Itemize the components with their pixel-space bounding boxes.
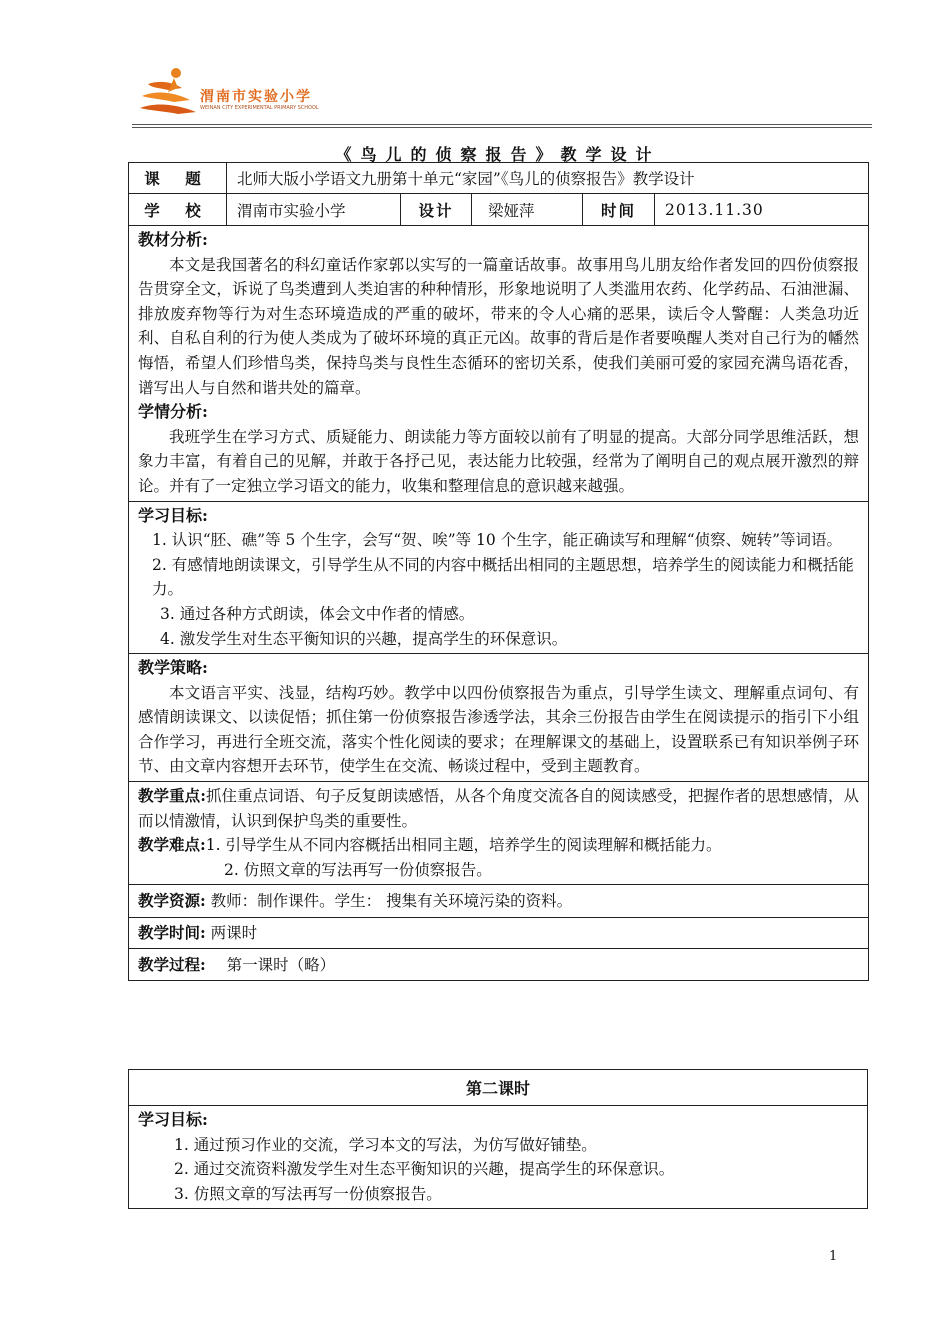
teaching-strategy-text: 本文语言平实、浅显，结构巧妙。教学中以四份侦察报告为重点，引导学生读文、理解重点词句、有感情朗读课文、以读促悟；抓住第一份侦察报告渗透学法，其余三份报告由学生在阅读提示的指引下小组合作学习，再进行全班交流，落实个性化阅读的要求；在理解课文的基础上，设置联系已有知识举例子环节、由文章内容想开去环节，使学生在交流、畅谈过程中，受到主题教育。 <box>138 683 860 776</box>
material-analysis-text: 本文是我国著名的科幻童话作家郭以实写的一篇童话故事。故事用鸟儿朋友给作者发回的四份侦察报告贯穿全文，诉说了鸟类遭到人类迫害的种种情形，形象地说明了人类滥用农药、化学药品、石油泄漏、排放废弃物等行为对生态环境造成的严重的破坏，带来的令人心痛的恶果，读后令人警醒：人类急功近利、自私自利的行为使人类成为了破坏环境的真正元凶。故事的背后是作者要唤醒人类对自己行为的幡然悔悟，希望人们珍惜鸟类，保持鸟类与良性生态循环的密切关系，使我们美丽可爱的家园充满鸟语花香，谱写出人与自然和谐共处的篇章。 <box>138 255 860 397</box>
lesson-plan-table <box>128 162 869 981</box>
resources-heading: 教学资源: <box>138 891 206 911</box>
learning-goal-item: 1. 认识“胚、礁”等 5 个生字，会写“贺、唉”等 10 个生字，能正确读写和理解“侦察、婉转”等词语。 <box>152 531 843 550</box>
learning-goal-item: 2. 有感情地朗读课文，引导学生从不同的内容中概括出相同的主题思想，培养学生的阅读能力和概括能力。 <box>152 555 854 599</box>
material-analysis-row <box>129 226 869 502</box>
document-title: 《鸟儿的侦察报告》教学设计 <box>335 145 661 164</box>
page-number: 1 <box>829 1249 838 1264</box>
learning-goals-heading: 学习目标: <box>138 505 208 525</box>
logo-school-name: 渭南市实验小学 <box>200 89 312 105</box>
process-row <box>129 949 869 981</box>
second-lesson-goals-row <box>129 1106 868 1209</box>
logo-school-name-en: WEINAN CITY EXPERIMENTAL PRIMARY SCHOOL <box>200 105 319 111</box>
second-lesson-title-row <box>129 1070 868 1106</box>
student-analysis-text: 我班学生在学习方式、质疑能力、朗读能力等方面较以前有了明显的提高。大部分同学思维活跃，想象力丰富，有着自己的见解，并敢于各抒己见，表达能力比较强，经常为了阐明自己的观点展开激烈的辩论。并有了一定独立学习语文的能力，收集和整理信息的意识越来越强。 <box>138 427 860 495</box>
second-lesson-title: 第二课时 <box>129 1070 868 1106</box>
topic-label: 课 题 <box>129 163 227 194</box>
key-points-row <box>129 782 869 885</box>
second-lesson-goal-item: 3. 仿照文章的写法再写一份侦察报告。 <box>174 1184 442 1203</box>
teaching-strategy-row <box>129 654 869 782</box>
duration-row <box>129 918 869 949</box>
school-row <box>129 194 869 226</box>
resources-text: 教师：制作课件。学生： 搜集有关环境污染的资料。 <box>210 892 573 911</box>
difficulties-block <box>138 833 859 858</box>
process-text: 第一课时（略） <box>226 955 336 974</box>
header-rule-top <box>132 124 872 125</box>
learning-goal-item: 4. 激发学生对生态平衡知识的兴趣，提高学生的环保意识。 <box>160 629 568 648</box>
student-analysis-heading: 学情分析: <box>138 402 208 422</box>
design-value: 梁娅萍 <box>472 194 583 226</box>
school-value: 渭南市实验小学 <box>227 194 401 226</box>
duration-text: 两课时 <box>210 924 258 943</box>
material-analysis-heading: 教材分析: <box>138 230 208 249</box>
key-points-heading: 教学重点: <box>138 786 206 806</box>
topic-value: 北师大版小学语文九册第十单元“家园”《鸟儿的侦察报告》教学设计 <box>227 163 869 194</box>
header-rule-bottom <box>132 127 872 128</box>
learning-goals-row <box>129 501 869 654</box>
learning-goal-item: 3. 通过各种方式朗读，体会文中作者的情感。 <box>160 604 475 623</box>
difficulties-line-1: 1. 引导学生从不同内容概括出相同主题，培养学生的阅读理解和概括能力。 <box>205 836 722 855</box>
process-heading: 教学过程: <box>138 954 206 974</box>
school-logo-mark-icon <box>138 66 202 118</box>
teaching-strategy-heading: 教学策略: <box>138 658 208 678</box>
topic-row <box>129 163 869 194</box>
resources-row <box>129 885 869 918</box>
key-points-block <box>138 784 859 833</box>
school-label: 学 校 <box>129 194 227 226</box>
second-lesson-goal-item: 1. 通过预习作业的交流，学习本文的写法，为仿写做好铺垫。 <box>174 1135 597 1154</box>
second-lesson-table <box>128 1069 868 1209</box>
difficulties-line-2: 2. 仿照文章的写法再写一份侦察报告。 <box>224 860 492 879</box>
key-points-text: 抓住重点词语、句子反复朗读感悟，从各个角度交流各自的阅读感受，把握作者的思想感情，从而以情激情，认识到保护鸟类的重要性。 <box>138 787 859 830</box>
school-logo <box>138 66 358 118</box>
time-label: 时间 <box>583 194 655 226</box>
time-value: 2013.11.30 <box>655 194 869 226</box>
second-lesson-goals-heading: 学习目标: <box>138 1110 208 1129</box>
second-lesson-goal-item: 2. 通过交流资料激发学生对生态平衡知识的兴趣，提高学生的环保意识。 <box>174 1160 675 1179</box>
difficulties-heading: 教学难点: <box>138 835 206 855</box>
design-label: 设计 <box>401 194 472 226</box>
duration-heading: 教学时间: <box>138 923 206 943</box>
